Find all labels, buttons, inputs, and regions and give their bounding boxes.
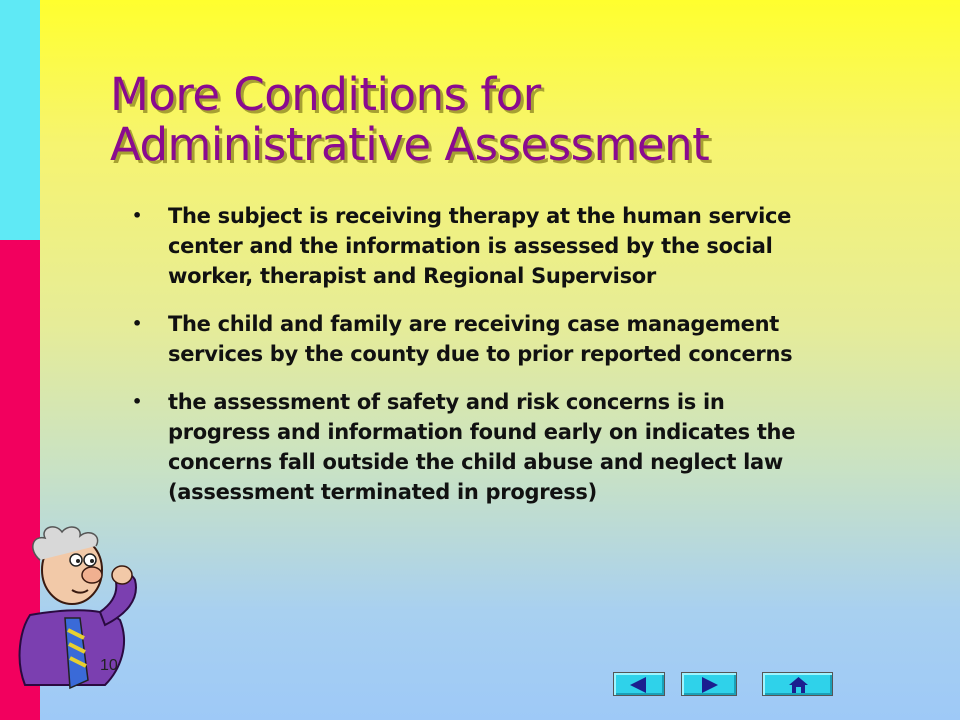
bullet-line: the assessment of safety and risk concerns is in [168,390,725,414]
previous-slide-button[interactable] [613,672,665,696]
bullet-dot: • [132,206,142,225]
next-slide-button[interactable] [681,672,737,696]
bullet-list [132,201,922,525]
bullet-line: (assessment terminated in progress) [168,480,597,504]
thinking-man-clipart [10,520,150,690]
home-button[interactable] [762,672,833,696]
bullet-line: progress and information found early on indicates the [168,420,796,444]
bullet-dot: • [132,314,142,333]
previous-icon [614,673,666,697]
slide-title-line-1: More Conditions for [110,68,541,121]
home-icon [763,673,834,697]
bullet-dot: • [132,392,142,411]
bullet-line: The subject is receiving therapy at the human service [168,204,792,228]
bullet-line: concerns fall outside the child abuse and neglect law [168,450,784,474]
slide-number: 10 [100,657,118,674]
bullet-line: services by the county due to prior reported concerns [168,342,793,366]
bullet-line: The child and family are receiving case management [168,312,780,336]
slide-title [110,70,870,170]
bullet-line: center and the information is assessed by the social [168,234,773,258]
next-icon [682,673,738,697]
left-accent-bar-top [0,0,40,240]
bullet-item [132,309,922,369]
bullet-item [132,201,922,291]
bullet-line: worker, therapist and Regional Supervisor [168,264,656,288]
bullet-item [132,387,922,507]
slide-title-line-2: Administrative Assessment [110,118,710,171]
